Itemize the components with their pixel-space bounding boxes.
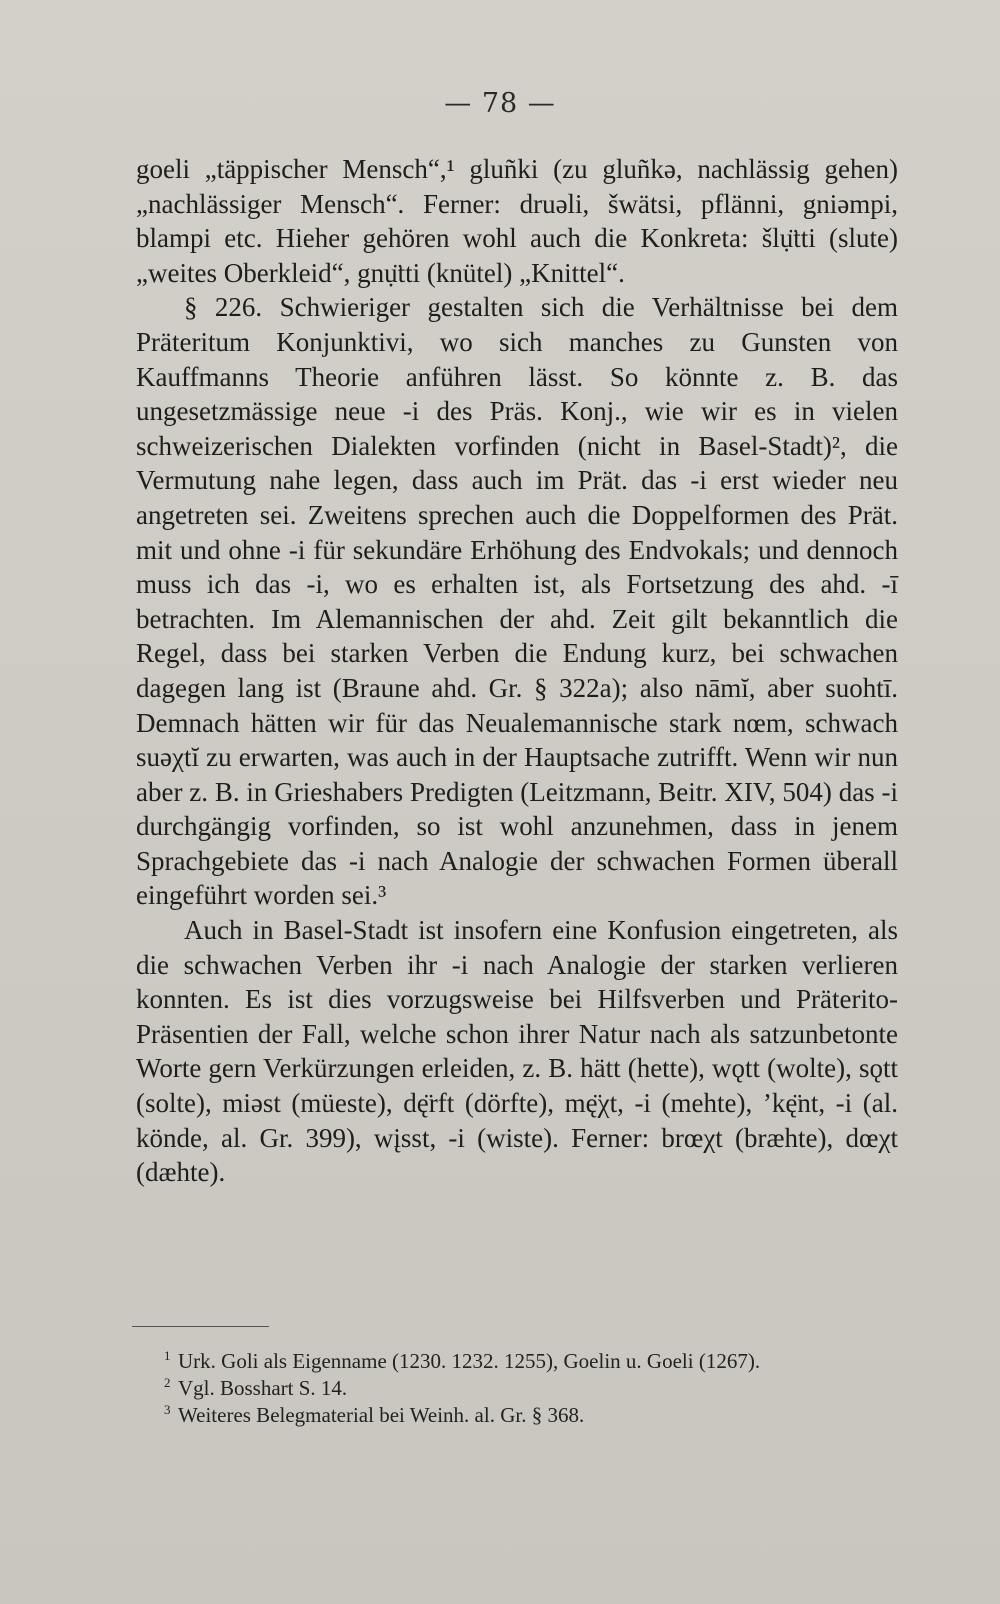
footnotes (164, 1348, 898, 1429)
footnote-text: Vgl. Bosshart S. 14. (178, 1376, 348, 1400)
paragraph-continuation: goeli „täppischer Mensch“,¹ gluñki (zu gluñkə, nachlässig gehen) „nachlässiger Mensch“. Ferner: druəli, šwätsi, pflänni, gniəmpi, blampi etc. Hieher gehören wohl auch die Konkreta: šlụ̈tti (slute) „weites Oberkleid“, gnụ̈tti (knütel) „Knittel“. (136, 154, 898, 288)
footnote-mark: 2 (164, 1375, 171, 1390)
footnote-divider (132, 1326, 269, 1327)
footnote-mark: 1 (164, 1348, 171, 1363)
footnote-1 (164, 1348, 898, 1375)
footnote-3 (164, 1402, 898, 1429)
footnote-text: Weiteres Belegmaterial bei Weinh. al. Gr. § 368. (178, 1403, 585, 1427)
footnote-mark: 3 (164, 1402, 171, 1417)
footnote-2 (164, 1375, 898, 1402)
paragraph-basel-stadt: Auch in Basel-Stadt ist insofern eine Konfusion eingetreten, als die schwachen Verben ihr -i nach Analogie der starken verlieren konnten. Es ist dies vorzugsweise bei Hilfsverben und Präterito-Präsentien der Fall, welche schon ihrer Natur nach als satzunbetonte Worte gern Verkürzungen erleiden, z. B. hätt (hette), wǫtt (wolte), sǫtt (solte), miəst (müeste), dę̈rft (dörfte), mę̈χt, -i (mehte), ’kę̈nt, -i (al. könde, al. Gr. 399), wįsst, -i (wiste). Ferner: brœχt (bræhte), dœχt (dæhte). (136, 915, 898, 1188)
page-number: — 78 — (444, 88, 556, 119)
footnote-text: Urk. Goli als Eigenname (1230. 1232. 1255), Goelin u. Goeli (1267). (178, 1349, 761, 1373)
paragraph-section-226: § 226. Schwieriger gestalten sich die Verhältnisse bei dem Präteritum Konjunktivi, wo sich manches zu Gunsten von Kauffmanns Theorie anführen lässt. So könnte z. B. das ungesetzmässige neue -i des Präs. Konj., wie wir es in vielen schweizerischen Dialekten vorfinden (nicht in Basel-Stadt)², die Vermutung nahe legen, dass auch im Prät. das -i erst wieder neu angetreten sei. Zweitens sprechen auch die Doppelformen des Prät. mit und ohne -i für sekundäre Erhöhung des Endvokals; und dennoch muss ich das -i, wo es erhalten ist, als Fortsetzung des ahd. -ī betrachten. Im Alemannischen der ahd. Zeit gilt bekanntlich die Regel, dass bei starken Verben die Endung kurz, bei schwachen dagegen lang ist (Braune ahd. Gr. § 322a); also nāmĭ, aber suohtī. Demnach hätten wir für das Neualemannische stark nœm, schwach suəχtĭ zu erwarten, was auch in der Hauptsache zutrifft. Wenn wir nun aber z. B. in Grieshabers Predigten (Leitzmann, Beitr. XIV, 504) das -i durchgängig vorfinden, so ist wohl anzunehmen, dass in jenem Sprachgebiete das -i nach Analogie der schwachen Formen überall eingeführt worden sei.³ (136, 292, 898, 911)
body-text (136, 152, 898, 1190)
